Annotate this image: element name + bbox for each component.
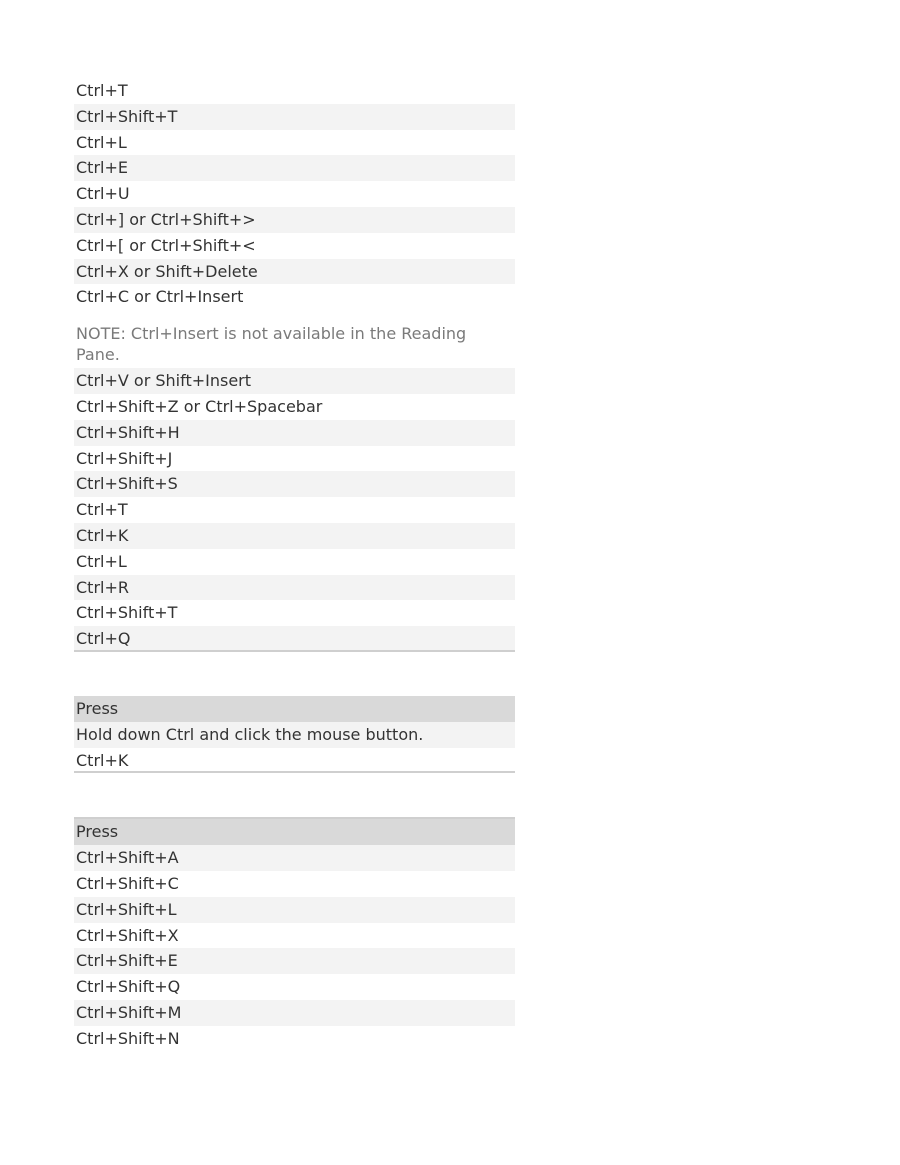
table-row: Ctrl+Shift+N bbox=[76, 1028, 180, 1048]
table-row: Ctrl+C or Ctrl+Insert bbox=[76, 287, 244, 307]
table-row: Ctrl+X or Shift+Delete bbox=[74, 259, 515, 285]
table-row: Ctrl+T bbox=[76, 500, 128, 520]
table-row: Ctrl+Shift+J bbox=[76, 448, 173, 468]
table-row: Ctrl+] or Ctrl+Shift+> bbox=[74, 207, 515, 233]
table-row: Ctrl+Shift+Q bbox=[76, 977, 181, 997]
shortcut-table-3 bbox=[74, 817, 515, 1051]
table-row: Ctrl+U bbox=[76, 184, 130, 204]
note-text: NOTE: Ctrl+Insert is not available in the Reading Pane. bbox=[76, 324, 467, 365]
shortcut-table-2 bbox=[74, 696, 515, 773]
table-row: Ctrl+Shift+L bbox=[74, 897, 515, 923]
table-row: Ctrl+K bbox=[74, 748, 515, 774]
shortcut-table-1 bbox=[74, 78, 515, 652]
document-page bbox=[74, 78, 515, 1052]
table-row: Ctrl+Shift+E bbox=[74, 948, 515, 974]
table-row: Ctrl+K bbox=[74, 523, 515, 549]
table-row: Ctrl+L bbox=[76, 551, 127, 571]
table-row: Ctrl+E bbox=[74, 155, 515, 181]
table-header: Press bbox=[74, 819, 515, 845]
spacer bbox=[74, 773, 515, 817]
table-row: Ctrl+[ or Ctrl+Shift+< bbox=[76, 235, 256, 255]
table-row: Ctrl+Shift+S bbox=[74, 471, 515, 497]
table-row: Hold down Ctrl and click the mouse button. bbox=[74, 722, 515, 748]
table-row: Ctrl+Shift+T bbox=[74, 104, 515, 130]
table-row: Ctrl+Shift+C bbox=[76, 873, 179, 893]
table-header: Press bbox=[74, 696, 515, 722]
table-row: Ctrl+Q bbox=[74, 626, 515, 652]
table-row: Ctrl+Shift+H bbox=[74, 420, 515, 446]
table-row: Ctrl+Shift+T bbox=[76, 603, 178, 623]
table-row: Ctrl+Shift+A bbox=[74, 845, 515, 871]
table-row: Ctrl+Shift+Z or Ctrl+Spacebar bbox=[76, 396, 323, 416]
table-row: Ctrl+Shift+M bbox=[74, 1000, 515, 1026]
spacer bbox=[74, 652, 515, 696]
table-row: Ctrl+R bbox=[74, 575, 515, 601]
table-row: Ctrl+Shift+X bbox=[76, 925, 179, 945]
table-row: Ctrl+T bbox=[76, 81, 128, 100]
table-row: Ctrl+V or Shift+Insert bbox=[74, 368, 515, 394]
table-row: Ctrl+L bbox=[76, 132, 127, 152]
